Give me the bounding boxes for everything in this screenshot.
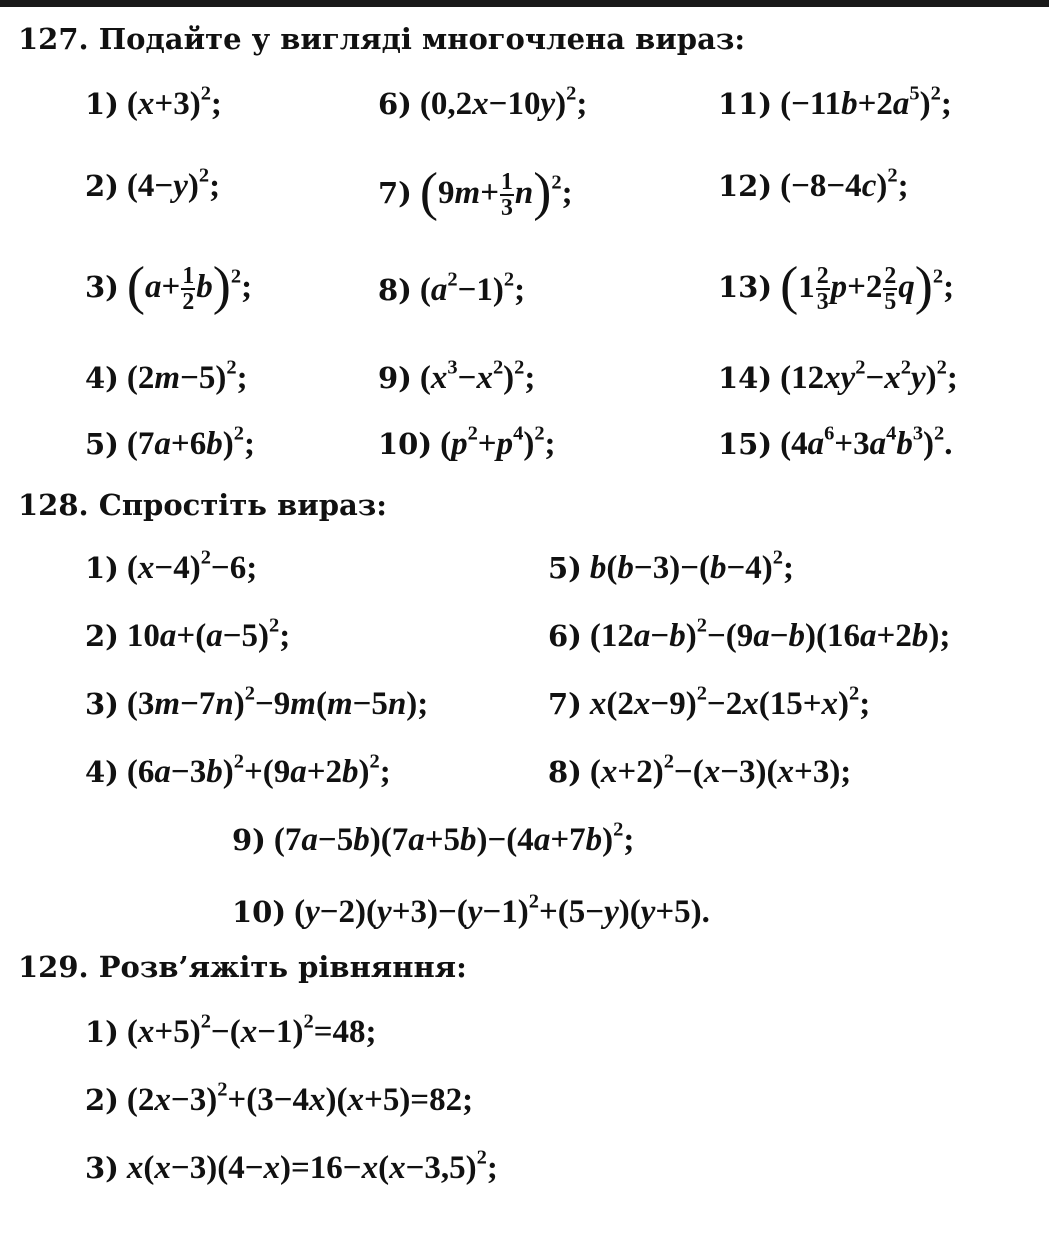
ex127-item-8: 8) $(a^2-1)^2$; xyxy=(378,268,526,308)
exercise-number: 127. xyxy=(18,22,89,56)
exercise-127-heading xyxy=(18,22,745,56)
ex128-item-3: 3) $(3m-7n)^2-9m(m-5n)$; xyxy=(85,682,429,722)
ex127-item-1: 1) $(x+3)^2$; xyxy=(85,82,222,122)
ex127-item-13: 13) (1 $\frac{2}{3}$ p+2 $\frac{2}{5}$ q)$^2$; xyxy=(718,254,955,316)
top-border xyxy=(0,0,1049,7)
ex127-item-12: 12) $(-8-4c)^2$; xyxy=(718,164,909,204)
ex129-item-2: 2) $(2x-3)^2+(3-4x)(x+5)=82$; xyxy=(85,1078,474,1118)
ex129-item-1: 1) $(x+5)^2-(x-1)^2=48$; xyxy=(85,1010,377,1050)
fraction: $\frac{1}{3}$ xyxy=(501,169,513,222)
exercise-129-heading xyxy=(18,950,467,984)
exercise-number: 129. xyxy=(18,950,89,984)
ex128-item-7: 7) $x(2x-9)^2-2x(15+x)^2$; xyxy=(548,682,871,722)
exercise-number: 128. xyxy=(18,488,89,522)
exercise-title: Спростіть вираз: xyxy=(98,488,388,522)
ex127-item-15: 15) $(4a^6+3a^4b^3)^2$. xyxy=(718,422,953,462)
ex128-item-4: 4) $(6a-3b)^2+(9a+2b)^2$; xyxy=(85,750,391,790)
ex129-item-3: 3) $x(x-3)(4-x)=16-x(x-3,5)^2$; xyxy=(85,1146,498,1186)
fraction: $\frac{1}{2}$ xyxy=(182,263,195,316)
ex127-item-3: 3) (a+ $\frac{1}{2}$ b)$^2$; xyxy=(85,254,253,316)
ex127-item-9: 9) $(x^3-x^2)^2$; xyxy=(378,356,536,396)
ex128-item-10: 10) $(y-2)(y+3)-(y-1)^2+(5-y)(y+5)$. xyxy=(232,890,710,930)
ex128-item-8: 8) $(x+2)^2-(x-3)(x+3)$; xyxy=(548,750,852,790)
exercise-128-heading xyxy=(18,488,387,522)
ex127-item-4: 4) $(2m-5)^2$; xyxy=(85,356,248,396)
exercise-title: Розв’яжіть рівняння: xyxy=(98,950,467,984)
ex127-item-11: 11) $(-11b+2a^5)^2$; xyxy=(718,82,952,122)
ex127-item-6: 6) $(0,2x-10y)^2$; xyxy=(378,82,588,122)
ex127-item-10: 10) $(p^2+p^4)^2$; xyxy=(378,422,556,462)
ex127-item-7: 7) (9m+ $\frac{1}{3}$ n)$^2$; xyxy=(378,160,573,222)
ex128-item-9: 9) $(7a-5b)(7a+5b)-(4a+7b)^2$; xyxy=(232,818,635,858)
fraction: $\frac{2}{5}$ xyxy=(884,263,897,316)
fraction: $\frac{2}{3}$ xyxy=(816,263,829,316)
ex128-item-5: 5) $b(b-3)-(b-4)^2$; xyxy=(548,546,795,586)
ex128-item-2: 2) $10a+(a-5)^2$; xyxy=(85,614,291,654)
ex128-item-1: 1) $(x-4)^2-6$; xyxy=(85,546,258,586)
exercise-title: Подайте у вигляді многочлена вираз: xyxy=(98,22,746,56)
ex127-item-14: 14) $(12xy^2-x^2y)^2$; xyxy=(718,356,958,396)
ex127-item-2: 2) $(4-y)^2$; xyxy=(85,164,221,204)
ex128-item-6: 6) $(12a-b)^2-(9a-b)(16a+2b)$; xyxy=(548,614,951,654)
ex127-item-5: 5) $(7a+6b)^2$; xyxy=(85,422,255,462)
